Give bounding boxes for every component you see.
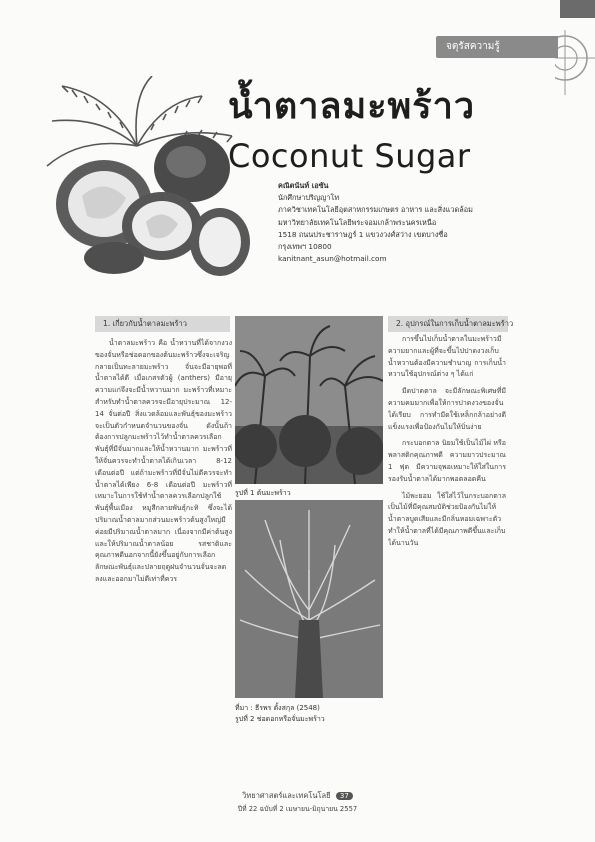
coconut-flower-photo	[235, 500, 383, 698]
photo-caption-2: รูปที่ 2 ช่อดอกหรือจั่นมะพร้าว	[235, 715, 325, 723]
coconut-illustration	[42, 76, 252, 288]
author-line: มหาวิทยาลัยเทคโนโลยีพระจอมเกล้าพระนครเหนือ	[278, 217, 437, 227]
photo-source: ที่มา : ธีรพร ตั้งสกุล (2548)	[235, 704, 320, 712]
body-paragraph: การขึ้นไปเก็บน้ำตาลในมะพร้าวมีความยากและผู้ที่จะขึ้นไปปาดงวงเก็บน้ำหวานต้องมีความชำนาญ การเก็บน้ำหวานใช้อุปกรณ์ต่าง ๆ ได้แก่	[388, 335, 506, 379]
author-line: กรุงเทพฯ 10800	[278, 242, 332, 252]
body-column-2	[388, 334, 506, 744]
page-number: 37	[336, 792, 353, 800]
journal-name: วิทยาศาสตร์และเทคโนโลยี	[242, 791, 331, 800]
section-tab: จตุรัสความรู้	[436, 36, 558, 58]
author-name: คณิตนันท์ เอซัน	[278, 181, 329, 190]
journal-footer	[0, 790, 595, 802]
coconut-trees-photo	[235, 316, 383, 484]
body-column-1	[95, 338, 232, 758]
author-line: 1518 ถนนประชาราษฎร์ 1 แขวงวงศ์สว่าง เขตบางซื่อ	[278, 229, 448, 239]
author-line: ภาควิชาเทคโนโลยีอุตสาหกรรมเกษตร อาหาร และสิ่งแวดล้อม	[278, 205, 473, 215]
body-paragraph: กระบอกตาล นิยมใช้เป็นไม้ไผ่ หรือพลาสติกคุณภาพดี ความยาวประมาณ 1 ฟุต มีความจุพอเหมาะให้ใส่ในการรองรับน้ำตาลได้มากพอตลอดคืน	[388, 439, 506, 483]
author-block	[278, 180, 528, 265]
author-line: นักศึกษาปริญญาโท	[278, 193, 340, 203]
body-paragraph: มีดปาดตาล จะมีลักษณะพิเศษที่มีความคมมากเพื่อให้การปาดงวงของจั่นได้เรียบ การทำมีดใช้เหล็กกล้าอย่างดีแข็งแรงเพื่อป้องกันไม่ให้บิ่นง่าย	[388, 387, 506, 431]
article-title-english: Coconut Sugar	[228, 137, 471, 175]
section-heading-2: 2. อุปกรณ์ในการเก็บน้ำตาลมะพร้าว	[388, 316, 508, 332]
author-email: kanitnant_asun@hotmail.com	[278, 254, 387, 264]
photo-caption-1: รูปที่ 1 ต้นมะพร้าว	[235, 489, 291, 497]
article-title-thai: น้ำตาลมะพร้าว	[228, 86, 476, 127]
body-paragraph: น้ำตาลมะพร้าว คือ น้ำหวานที่ได้จากงวงของจั่นหรือช่อดอกของต้นมะพร้าวซึ่งจะเจริญกลายเป็นทะลายมะพร้าว จั่นจะมีอายุพอที่น้ำตาลได้ดี เมื่อเกสรตัวผู้ (anthers) มีอายุความแก่จึงจะมีน้ำหวานมาก มะพร้าวที่เหมาะสำหรับทำน้ำตาลควรจะมีอายุประมาณ 12-14 จั่นต่อปี สิ่งแวดล้อมและพันธุ์ของมะพร้าวจะเป็นตัวกำหนดจำนวนของจั่น ดังนั้นถ้าต้องการปลูกมะพร้าวไว้ทำน้ำตาลควรเลือกพันธุ์ที่มีจั่นมากและให้น้ำหวานมาก มะพร้าวที่ให้จั่นควรจะทำน้ำตาลได้เกินเวลา 8-12 เดือนต่อปี แต่ถ้ามะพร้าวที่มีจั่นไม่ดีควรจะทำน้ำตาลได้เพียง 6-8 เดือนต่อปี มะพร้าวที่เหมาะในการใช้ทำน้ำตาลควรเลือกปลูกใช้พันธุ์พื้นเมือง หมูสีกลายพันธุ์กะทิ ซึ่งจะได้ปริมาณน้ำตาลมากส่วนมะพร้าวต้นสูงใหญ่มีค่อยมีปริมาณน้ำตาลมาก เนื่องจากมีค่าต้นสูงและให้ปริมาณน้ำตาลน้อย รสชาติและคุณภาพดีนอกจากนี้ยังขึ้นอยู่กับการเลือกลักษณะพันธุ์และปลายฤดูฝนจำนวนจั่นจะลดลงและออกมาไม่ดีเท่าที่ควร	[95, 339, 232, 583]
section-heading-1: 1. เกี่ยวกับน้ำตาลมะพร้าว	[95, 316, 230, 332]
body-paragraph: ไม้พะยอม ใช้ใส่ไว้ในกระบอกตาล เป็นไม้ที่มีคุณสมบัติช่วยป้องกันไม่ให้น้ำตาลบูดเสียและมีกลิ่นหอมเฉพาะตัว ทำให้น้ำตาลที่ได้มีคุณภาพดีขึ้นและเก็บได้นานวัน	[388, 491, 506, 547]
issue-info: ปีที่ 22 ฉบับที่ 2 เมษายน-มิถุนายน 2557	[237, 805, 358, 813]
crosshair-decoration-icon	[555, 0, 595, 95]
